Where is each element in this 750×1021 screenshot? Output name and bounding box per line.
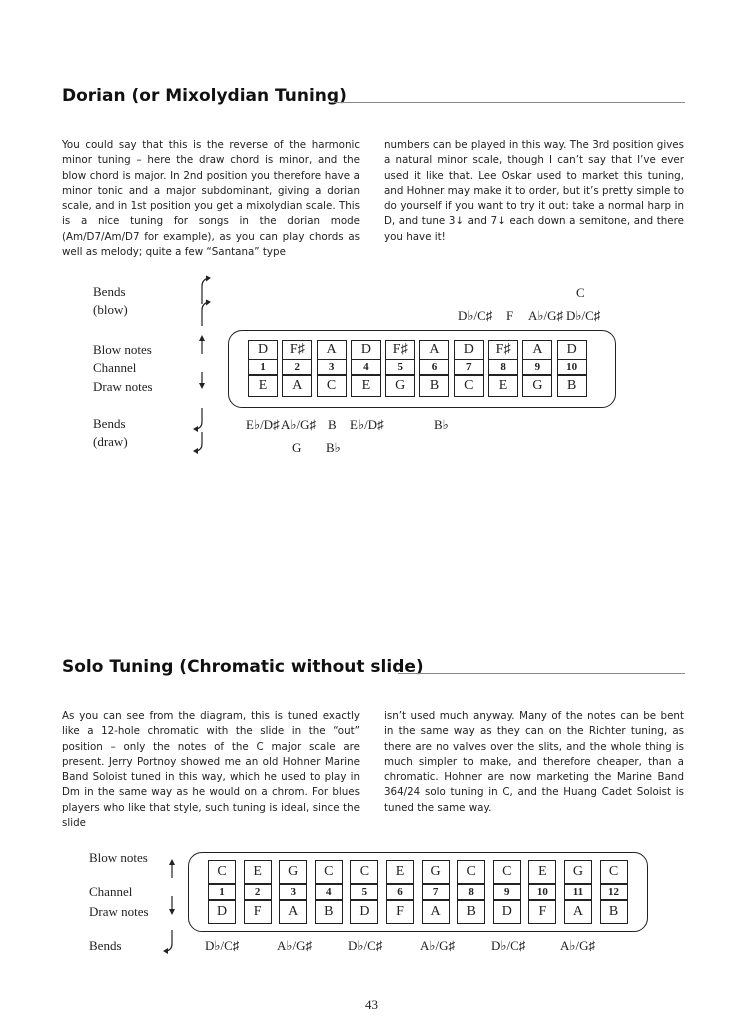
channel-number-cell: 7 <box>454 359 484 375</box>
blow-note-cell: A <box>317 340 347 360</box>
draw-note-cell: F <box>244 900 272 924</box>
draw-note-cell: B <box>457 900 485 924</box>
blow-note-cell: C <box>350 860 378 884</box>
channel-number-cell: 6 <box>386 884 414 900</box>
label-blow-paren: (blow) <box>93 302 128 317</box>
bend-down-arrow-icon <box>196 408 202 429</box>
draw-bend: D♭/C♯ <box>205 938 240 953</box>
blow-note-cell: E <box>528 860 556 884</box>
section-title-dorian: Dorian (or Mixolydian Tuning) <box>62 86 347 106</box>
solo-text-col2 <box>384 709 684 816</box>
blow-note-cell: C <box>457 860 485 884</box>
title-rule <box>398 673 685 674</box>
draw-note-cell: A <box>282 375 312 397</box>
paragraph: numbers can be played in this way. The 3rd position gives a natural minor scale, though I can’t say that I’ve ever used it like that. Lee Oskar used to market this tuning, and Hohner may make it to order, but it’s pretty simple to do yourself if you want to try it out: take a normal harp in D, and tune 3↓ and 7↓ each down a semitone, and there you have it! <box>384 139 684 243</box>
draw-note-cell: B <box>557 375 587 397</box>
draw-note-cell: B <box>419 375 449 397</box>
blow-note-cell: G <box>422 860 450 884</box>
bend-down-arrow-icon <box>196 432 202 451</box>
draw-bend: E♭/D♯ <box>350 417 384 432</box>
draw-notes-row <box>208 900 628 924</box>
blow-note-cell: A <box>419 340 449 360</box>
channel-number-cell: 7 <box>422 884 450 900</box>
blow-note-cell: F♯ <box>282 340 312 360</box>
draw-bend: A♭/G♯ <box>281 417 317 432</box>
draw-note-cell: D <box>493 900 521 924</box>
blow-note-cell: E <box>244 860 272 884</box>
draw-bend: G <box>292 440 302 455</box>
draw-note-cell: G <box>385 375 415 397</box>
draw-bend: B <box>328 417 337 432</box>
draw-note-cell: B <box>600 900 628 924</box>
label-bends-blow: Bends <box>93 284 126 299</box>
blow-note-cell: C <box>208 860 236 884</box>
bend-up-arrow-icon <box>202 302 208 326</box>
blow-note-cell: C <box>493 860 521 884</box>
channel-number-cell: 11 <box>564 884 592 900</box>
blow-note-cell: F♯ <box>385 340 415 360</box>
channel-row <box>208 884 628 900</box>
label-draw-paren: (draw) <box>93 434 128 449</box>
arrow-icons <box>196 274 216 454</box>
channel-number-cell: 4 <box>315 884 343 900</box>
draw-bend: B♭ <box>434 417 449 432</box>
arrow-icons <box>166 850 186 960</box>
blow-bend: A♭/G♯ <box>528 308 564 323</box>
draw-note-cell: G <box>522 375 552 397</box>
channel-number-cell: 9 <box>522 359 552 375</box>
channel-number-cell: 8 <box>457 884 485 900</box>
blow-notes-row <box>248 340 587 360</box>
draw-bend: D♭/C♯ <box>348 938 383 953</box>
channel-number-cell: 1 <box>208 884 236 900</box>
channel-number-cell: 3 <box>317 359 347 375</box>
channel-number-cell: 9 <box>493 884 521 900</box>
blow-note-cell: F♯ <box>488 340 518 360</box>
blow-note-cell: G <box>279 860 307 884</box>
label-blow-notes: Blow notes <box>93 342 152 357</box>
draw-note-cell: F <box>528 900 556 924</box>
title-rule <box>330 102 685 103</box>
page-number: 43 <box>365 997 378 1012</box>
draw-bend: E♭/D♯ <box>246 417 280 432</box>
blow-note-cell: D <box>557 340 587 360</box>
label-draw-notes: Draw notes <box>93 379 153 394</box>
blow-note-cell: D <box>351 340 381 360</box>
label-channel: Channel <box>89 884 133 899</box>
draw-bend: A♭/G♯ <box>560 938 596 953</box>
section-title-solo: Solo Tuning (Chromatic without slide) <box>62 657 424 677</box>
draw-note-cell: B <box>315 900 343 924</box>
blow-bend: D♭/C♯ <box>566 308 601 323</box>
bend-down-arrow-icon <box>166 930 172 951</box>
blow-note-cell: E <box>386 860 414 884</box>
channel-number-cell: 2 <box>244 884 272 900</box>
channel-number-cell: 4 <box>351 359 381 375</box>
draw-note-cell: E <box>248 375 278 397</box>
channel-row <box>248 359 587 375</box>
channel-number-cell: 5 <box>385 359 415 375</box>
draw-note-cell: A <box>279 900 307 924</box>
channel-number-cell: 5 <box>350 884 378 900</box>
blow-note-cell: G <box>564 860 592 884</box>
blow-bend: D♭/C♯ <box>458 308 493 323</box>
draw-note-cell: C <box>317 375 347 397</box>
blow-notes-row <box>208 860 628 884</box>
channel-number-cell: 6 <box>419 359 449 375</box>
draw-note-cell: A <box>564 900 592 924</box>
draw-bend: A♭/G♯ <box>277 938 313 953</box>
dorian-text-col1 <box>62 138 360 260</box>
label-bends-draw: Bends <box>93 416 126 431</box>
draw-note-cell: E <box>488 375 518 397</box>
blow-bend: F <box>506 308 514 323</box>
paragraph: As you can see from the diagram, this is tuned exactly like a 12-hole chromatic with the slide in the “out” position – only the notes of the C major scale are present. Jerry Portnoy showed me an old Hohner Marine Band Soloist tuned in this way, which he used to play in Dm in the same way as he would on a chrom. For blues players who like that style, such tuning is ideal, since the slide <box>62 710 360 830</box>
draw-bend: B♭ <box>326 440 341 455</box>
dorian-text-col2 <box>384 138 684 245</box>
label-channel: Channel <box>93 360 137 375</box>
label-draw-notes: Draw notes <box>89 904 149 919</box>
blow-note-cell: C <box>315 860 343 884</box>
label-bends: Bends <box>89 938 122 953</box>
draw-bend: A♭/G♯ <box>420 938 456 953</box>
draw-bend: D♭/C♯ <box>491 938 526 953</box>
channel-number-cell: 10 <box>557 359 587 375</box>
draw-note-cell: D <box>208 900 236 924</box>
paragraph: isn’t used much anyway. Many of the notes can be bent in the same way as they can on the Richter tuning, as there are no valves over the slits, and the whole thing is much simpler to make, and therefore cheaper, than a chromatic. Hohner are now marketing the Marine Band 364/24 solo tuning in C, and the Huang Cadet Soloist is tuned the same way. <box>384 710 684 814</box>
channel-number-cell: 1 <box>248 359 278 375</box>
draw-notes-row <box>248 375 587 397</box>
blow-note-cell: C <box>600 860 628 884</box>
solo-text-col1 <box>62 709 360 831</box>
channel-number-cell: 10 <box>528 884 556 900</box>
blow-note-cell: A <box>522 340 552 360</box>
paragraph: You could say that this is the reverse of the harmonic minor tuning – here the draw chord is minor, and the blow chord is major. In 2nd position you therefore have a minor tonic and a major subdominant, giving a dorian scale, and in 1st position you get a mixolydian scale. This is a nice tuning for songs in the dorian mode (Am/D7/Am/D7 for example), as you can play chords as well as melody; quite a few “Santana” type <box>62 139 360 259</box>
draw-note-cell: D <box>350 900 378 924</box>
channel-number-cell: 2 <box>282 359 312 375</box>
draw-note-cell: A <box>422 900 450 924</box>
draw-note-cell: C <box>454 375 484 397</box>
draw-note-cell: F <box>386 900 414 924</box>
label-blow-notes: Blow notes <box>89 850 148 865</box>
channel-number-cell: 3 <box>279 884 307 900</box>
channel-number-cell: 12 <box>600 884 628 900</box>
draw-note-cell: E <box>351 375 381 397</box>
blow-note-cell: D <box>248 340 278 360</box>
channel-number-cell: 8 <box>488 359 518 375</box>
blow-bend-top: C <box>576 285 585 300</box>
blow-note-cell: D <box>454 340 484 360</box>
